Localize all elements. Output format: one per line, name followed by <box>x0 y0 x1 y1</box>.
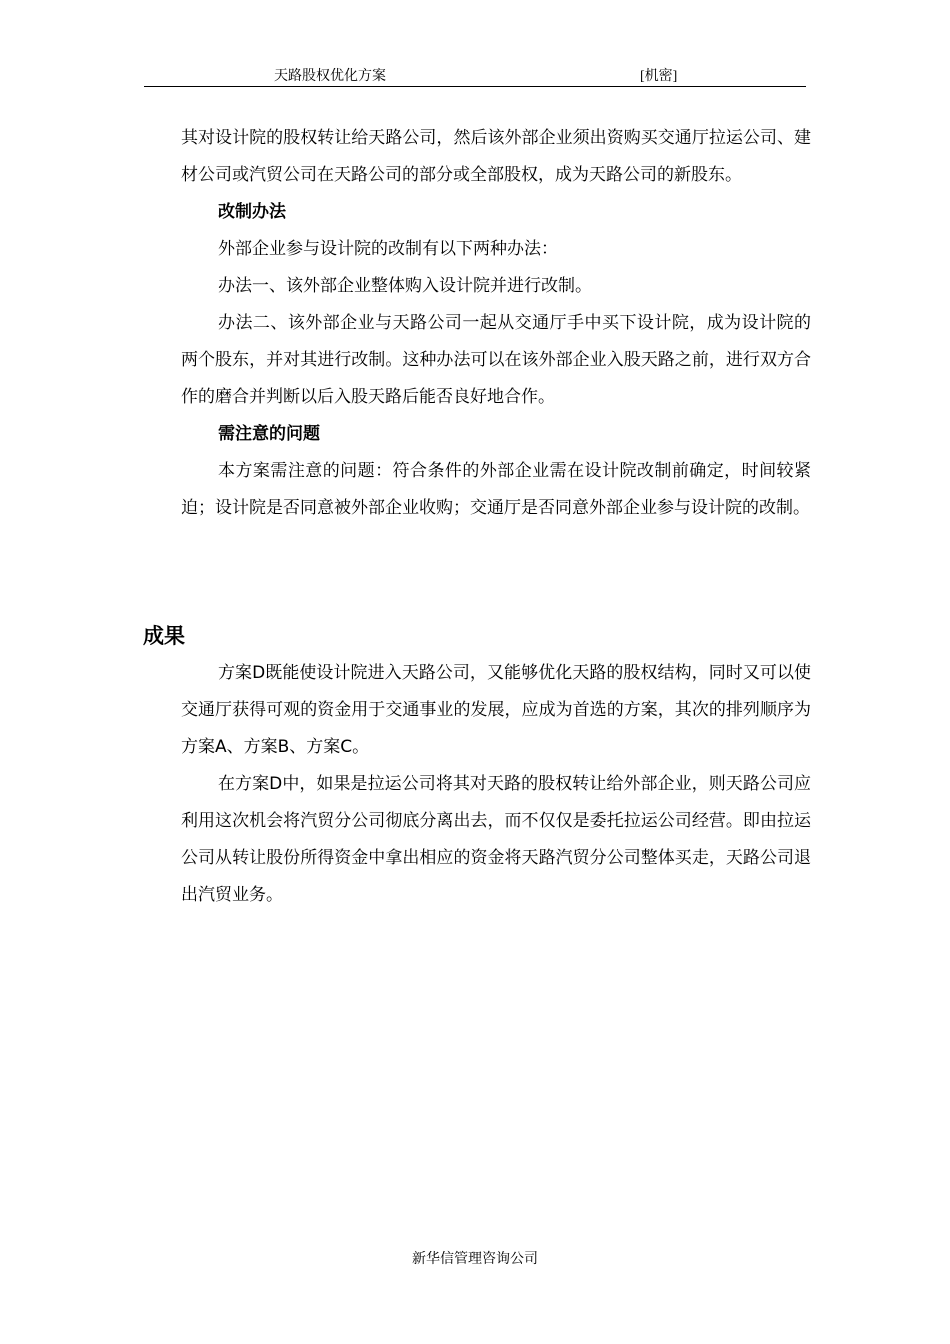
paragraph-method-two: 办法二、该外部企业与天路公司一起从交通厅手中买下设计院，成为设计院的两个股东，并对其进行改制。这种办法可以在该外部企业入股天路之前，进行双方合作的磨合并判断以后入股天路后能否良好地合作。 <box>181 313 811 407</box>
paragraph-method-one: 办法一、该外部企业整体购入设计院并进行改制。 <box>218 276 592 296</box>
paragraph-results-1: 方案D既能使设计院进入天路公司，又能够优化天路的股权结构，同时又可以使交通厅获得可观的资金用于交通事业的发展，应成为首选的方案，其次的排列顺序为方案A、方案B、方案C。 <box>181 663 811 757</box>
section-body-results <box>181 655 811 914</box>
paragraph-results-2: 在方案D中，如果是拉运公司将其对天路的股权转让给外部企业，则天路公司应利用这次机会将汽贸分公司彻底分离出去，而不仅仅是委托拉运公司经营。即由拉运公司从转让股份所得资金中拿出相应的资金将天路汽贸分公司整体买走，天路公司退出汽贸业务。 <box>181 774 811 905</box>
paragraph-continued: 其对设计院的股权转让给天路公司，然后该外部企业须出资购买交通厅拉运公司、建材公司或汽贸公司在天路公司的部分或全部股权，成为天路公司的新股东。 <box>181 128 811 185</box>
section-body-1 <box>181 120 811 527</box>
page-footer: 新华信管理咨询公司 <box>412 1252 538 1267</box>
header-confidential-mark: [机密] <box>640 69 678 84</box>
page-header <box>144 62 806 87</box>
subheading-notes: 需注意的问题 <box>218 424 320 444</box>
header-title: 天路股权优化方案 <box>274 69 386 84</box>
section-heading-results: 成果 <box>143 624 185 648</box>
subheading-reform-method: 改制办法 <box>218 202 286 222</box>
paragraph-methods-intro: 外部企业参与设计院的改制有以下两种办法： <box>218 239 558 259</box>
paragraph-notes: 本方案需注意的问题：符合条件的外部企业需在设计院改制前确定，时间较紧迫；设计院是否同意被外部企业收购；交通厅是否同意外部企业参与设计院的改制。 <box>181 461 811 518</box>
